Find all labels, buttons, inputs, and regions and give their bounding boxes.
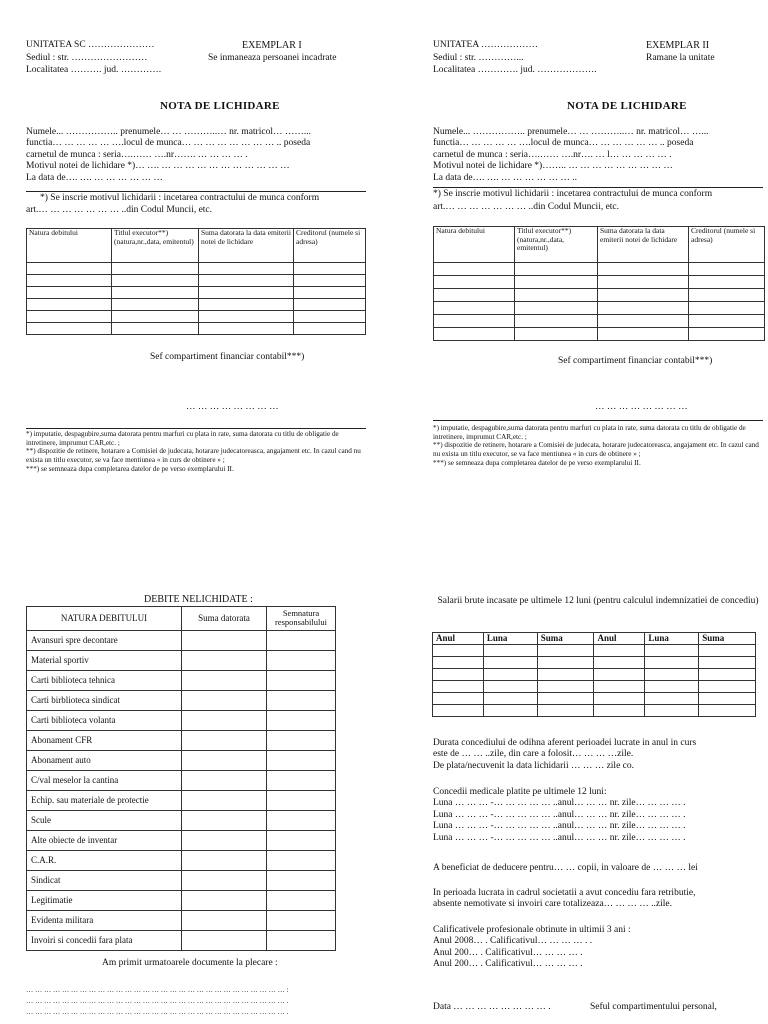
left-note-2: **) dispozitie de retinere, hotarare a Comisiei de judecata, hotarare judecatoreasca, angajament etc. In cazul cand nu exista un titlu executor, se va face mentiunea « in curs de obtinere » ; bbox=[26, 447, 361, 464]
calif-title: Calificativele profesionale obtinute in ultimii 3 ani : bbox=[433, 925, 631, 935]
salarii-cell bbox=[537, 681, 594, 693]
debite-row bbox=[27, 730, 336, 750]
concedii-title: Concedii medicale platite pe ultimele 12 luni: bbox=[433, 787, 607, 797]
debite-row-semnatura bbox=[267, 870, 336, 890]
debite-th-semnatura: Semnatura responsabilului bbox=[267, 607, 336, 631]
salarii-th: Anul bbox=[594, 633, 645, 645]
right-exemplar-note: Ramane la unitate bbox=[646, 53, 715, 63]
right-th-creditor: Creditorul (numele si adresa) bbox=[689, 227, 765, 263]
salarii-th: Anul bbox=[433, 633, 484, 645]
left-info-block bbox=[26, 127, 366, 184]
right-note-3: ***) se semneaza dupa completarea datelor de pe verso exemplarului II. bbox=[433, 458, 641, 467]
salarii-row bbox=[433, 645, 756, 657]
debite-row bbox=[27, 930, 336, 950]
right-line-motivul: Motivul notei de lichidare *)…….. … … … … … … … … … bbox=[433, 161, 673, 172]
salarii-title: Salarii brute incasate pe ultimele 12 luni (pentru calculul indemnizatiei de concediu) bbox=[437, 596, 759, 606]
right-footnote-inscrie: *) Se inscrie motivul lichidarii : incetarea contractului de munca conform bbox=[433, 189, 713, 199]
debite-row-suma bbox=[182, 630, 267, 650]
debite-row-semnatura bbox=[267, 890, 336, 910]
debite-row bbox=[27, 850, 336, 870]
durata-line-1: Durata concediului de odihna aferent perioadei lucrate in anul in curs bbox=[433, 738, 697, 748]
debite-row-semnatura bbox=[267, 850, 336, 870]
debite-row-semnatura bbox=[267, 730, 336, 750]
concedii-line-1: Luna … … … -… … … … … ..anul… … … nr. zile… … … … . bbox=[433, 798, 686, 809]
debite-row-label: Evidenta militara bbox=[27, 910, 182, 930]
salarii-cell bbox=[537, 693, 594, 705]
right-line-data: La data de…. …. … … … … … … .. bbox=[433, 172, 578, 183]
documente-lines bbox=[26, 985, 289, 1018]
debite-row-label: Carti birblioteca sindicat bbox=[27, 690, 182, 710]
right-note-1: *) imputatie, despagubire,suma datorata pentru marfuri cu plata in rate, suma datorata cu titlu de obligatie de intretinere, imprumut CAR,etc. ; bbox=[433, 424, 746, 441]
durata-block bbox=[433, 738, 696, 772]
documente-line-3: … … … … … … … … … … … … … … … … … … … … … … … … … … … … … . bbox=[26, 1008, 289, 1017]
salarii-cell bbox=[699, 657, 756, 669]
left-unitate: UNITATEA SC ………………… bbox=[26, 40, 155, 50]
debite-title: DEBITE NELICHIDATE : bbox=[144, 594, 253, 605]
salarii-th: Luna bbox=[645, 633, 699, 645]
left-footnote-inscrie: *) Se inscrie motivul lichidarii : incetarea contractului de munca conform bbox=[40, 193, 320, 203]
salarii-cell bbox=[699, 693, 756, 705]
debite-row-semnatura bbox=[267, 790, 336, 810]
salarii-cell bbox=[699, 681, 756, 693]
salarii-cell bbox=[537, 705, 594, 717]
right-signature-dots: … … … … … … … … bbox=[595, 402, 688, 412]
left-line-numele: Numele... …………….. prenumele… … ………..… nr. matricol… ……... bbox=[26, 127, 311, 137]
salarii-cell bbox=[433, 681, 484, 693]
salarii-cell bbox=[594, 705, 645, 717]
right-line-numele: Numele... …………….. prenumele… … ………..… nr. matricol… …... bbox=[433, 127, 709, 137]
left-debt-table bbox=[26, 228, 366, 335]
debite-row-label: Material sportiv bbox=[27, 650, 182, 670]
salarii-cell bbox=[483, 657, 537, 669]
debite-row-suma bbox=[182, 790, 267, 810]
debite-row-semnatura bbox=[267, 750, 336, 770]
salarii-cell bbox=[699, 705, 756, 717]
left-th-natura: Natura debitului bbox=[27, 229, 112, 263]
salarii-cell bbox=[699, 669, 756, 681]
debite-th-natura: NATURA DEBITULUI bbox=[27, 607, 182, 631]
concedii-line-3: Luna … … … -… … … … … ..anul… … … nr. zile… … … … . bbox=[433, 821, 686, 832]
salarii-cell bbox=[483, 681, 537, 693]
debite-row bbox=[27, 770, 336, 790]
salarii-cell bbox=[537, 657, 594, 669]
data-line: Data … … … … … … … … . bbox=[433, 1002, 551, 1012]
debite-row-suma bbox=[182, 850, 267, 870]
salarii-cell bbox=[537, 645, 594, 657]
debite-row-suma bbox=[182, 730, 267, 750]
salarii-cell bbox=[483, 669, 537, 681]
debite-row-label: Carti biblioteca volanta bbox=[27, 710, 182, 730]
salarii-cell bbox=[645, 681, 699, 693]
right-title: NOTA DE LICHIDARE bbox=[567, 100, 687, 112]
left-th-titlul: Titlul executor**) (natura,nr.,data, emitentul) bbox=[112, 229, 199, 263]
calif-line-3: Anul 200… . Calificativul… … … … . bbox=[433, 959, 583, 970]
debite-row-label: Avansuri spre decontare bbox=[27, 630, 182, 650]
debite-row-semnatura bbox=[267, 710, 336, 730]
debite-row bbox=[27, 810, 336, 830]
right-localitatea: Localitatea …………. jud. ………………. bbox=[433, 65, 597, 75]
left-line-carnet: carnetul de munca : seria….…… ….nr……. … … … … . bbox=[26, 149, 248, 160]
salarii-cell bbox=[433, 657, 484, 669]
left-exemplar-note: Se inmaneaza persoanei incadrate bbox=[208, 53, 337, 63]
debite-row-label: Echip. sau materiale de protectie bbox=[27, 790, 182, 810]
debite-row bbox=[27, 710, 336, 730]
right-debt-table bbox=[433, 226, 765, 341]
debite-row-semnatura bbox=[267, 670, 336, 690]
salarii-cell bbox=[699, 645, 756, 657]
salarii-th: Suma bbox=[699, 633, 756, 645]
left-th-suma: Suma datorata la data emiterii notei de lichidare bbox=[199, 229, 294, 263]
right-footnote-art: art.… … … … … … … ..din Codul Muncii, etc. bbox=[433, 202, 620, 212]
salarii-cell bbox=[645, 657, 699, 669]
left-line-data: La data de…. …. … … … … … … bbox=[26, 172, 163, 183]
calif-line-2: Anul 200… . Calificativul… … … … . bbox=[433, 947, 583, 958]
debite-row-suma bbox=[182, 910, 267, 930]
right-exemplar: EXEMPLAR II bbox=[646, 40, 710, 51]
debite-row bbox=[27, 890, 336, 910]
salarii-cell bbox=[645, 645, 699, 657]
concedii-line-2: Luna … … … -… … … … … ..anul… … … nr. zile… … … … . bbox=[433, 809, 686, 820]
debite-row bbox=[27, 630, 336, 650]
debite-row bbox=[27, 910, 336, 930]
debite-row-semnatura bbox=[267, 830, 336, 850]
left-th-creditor: Creditorul (numele si adresa) bbox=[294, 229, 366, 263]
salarii-table bbox=[432, 632, 756, 717]
left-footnote-art: art.… … … … … … … ..din Codul Muncii, etc. bbox=[26, 205, 213, 215]
debite-row bbox=[27, 870, 336, 890]
debite-row-label: Abonament CFR bbox=[27, 730, 182, 750]
debite-row-suma bbox=[182, 890, 267, 910]
debite-row-semnatura bbox=[267, 690, 336, 710]
debite-row bbox=[27, 690, 336, 710]
debite-th-suma: Suma datorata bbox=[182, 607, 267, 631]
left-sef: Sef compartiment financiar contabil***) bbox=[150, 352, 305, 362]
debite-row bbox=[27, 830, 336, 850]
salarii-cell bbox=[537, 669, 594, 681]
durata-line-3: De plata/necuvenit la data lichidarii … … … zile co. bbox=[433, 760, 635, 771]
debite-row-suma bbox=[182, 650, 267, 670]
left-note-1: *) imputatie, despagubire,suma datorata pentru marfuri cu plata in rate, suma datorata cu titlu de obligatie de intretinere, imprumut CAR,etc. ; bbox=[26, 430, 339, 447]
debite-row-semnatura bbox=[267, 930, 336, 950]
debite-row-suma bbox=[182, 670, 267, 690]
right-line-carnet: carnetul de munca : seria….…… ….nr…. … l… … … … … . bbox=[433, 149, 672, 160]
salarii-cell bbox=[594, 669, 645, 681]
left-notes bbox=[26, 430, 361, 473]
left-signature-dots: … … … … … … … … bbox=[186, 402, 279, 412]
left-line-motivul: Motivul notei de lichidare *)… …. … … … … … … … … … … … bbox=[26, 161, 290, 172]
right-th-natura: Natura debitului bbox=[434, 227, 515, 263]
debite-row-label: Abonament auto bbox=[27, 750, 182, 770]
salarii-cell bbox=[594, 645, 645, 657]
salarii-cell bbox=[594, 693, 645, 705]
documente-label: Am primit urmatoarele documente la plecare : bbox=[102, 958, 278, 968]
debite-row-semnatura bbox=[267, 650, 336, 670]
debite-row-suma bbox=[182, 830, 267, 850]
debite-row-suma bbox=[182, 770, 267, 790]
debite-row bbox=[27, 790, 336, 810]
durata-line-2: este de … … ..zile, din care a folosit… … … …zile. bbox=[433, 749, 634, 760]
right-th-suma: Suma datorata la data emiterii notei de lichidare bbox=[598, 227, 689, 263]
debite-row-suma bbox=[182, 690, 267, 710]
right-notes bbox=[433, 424, 763, 467]
sef-personal: Seful compartimentului personal, bbox=[590, 1002, 717, 1012]
debite-row-label: C/val meselor la cantina bbox=[27, 770, 182, 790]
salarii-cell bbox=[483, 645, 537, 657]
deducere: A beneficiat de deducere pentru… … copii, in valoare de … … … lei bbox=[433, 863, 698, 873]
salarii-cell bbox=[483, 705, 537, 717]
right-sef: Sef compartiment financiar contabil***) bbox=[558, 356, 713, 366]
left-note-3: ***) se semneaza dupa completarea datelor de pe verso exemplarului II. bbox=[26, 464, 234, 473]
salarii-row bbox=[433, 669, 756, 681]
salarii-cell bbox=[433, 669, 484, 681]
calificative-block bbox=[433, 925, 631, 971]
right-th-titlul: Titlul executor**) (natura,nr.,data, emitentul) bbox=[515, 227, 598, 263]
salarii-cell bbox=[433, 645, 484, 657]
salarii-row bbox=[433, 681, 756, 693]
perioada-block bbox=[433, 888, 695, 911]
salarii-cell bbox=[645, 705, 699, 717]
right-unitate: UNITATEA ……………… bbox=[433, 40, 539, 50]
salarii-row bbox=[433, 705, 756, 717]
debite-row-label: Carti biblioteca tehnica bbox=[27, 670, 182, 690]
left-exemplar: EXEMPLAR I bbox=[242, 40, 302, 51]
debite-row-suma bbox=[182, 930, 267, 950]
debite-row-suma bbox=[182, 750, 267, 770]
calif-line-1: Anul 2008… . Calificativul… … … … . . bbox=[433, 936, 593, 947]
debite-row bbox=[27, 670, 336, 690]
debite-row-label: Alte obiecte de inventar bbox=[27, 830, 182, 850]
salarii-cell bbox=[594, 681, 645, 693]
right-line-functia: functia… … … … … ….locul de munca… … … … … … .. poseda bbox=[433, 138, 694, 149]
salarii-cell bbox=[433, 693, 484, 705]
documente-line-2: … … … … … … … … … … … … … … … … … … … … … … … … … … … … … . bbox=[26, 997, 289, 1006]
salarii-cell bbox=[645, 693, 699, 705]
documente-line-1: … … … … … … … … … … … … … … … … … … … … … … … … … … … … … : bbox=[26, 986, 289, 994]
debite-table bbox=[26, 606, 336, 951]
salarii-cell bbox=[483, 693, 537, 705]
concedii-line-4: Luna … … … -… … … … … ..anul… … … nr. zile… … … … . bbox=[433, 832, 686, 843]
debite-row bbox=[27, 650, 336, 670]
debite-row-suma bbox=[182, 810, 267, 830]
debite-row-label: C.A.R. bbox=[27, 850, 182, 870]
salarii-row bbox=[433, 657, 756, 669]
debite-row-label: Invoiri si concedii fara plata bbox=[27, 930, 182, 950]
left-title: NOTA DE LICHIDARE bbox=[160, 100, 280, 112]
debite-row-label: Legitimatie bbox=[27, 890, 182, 910]
right-info-block bbox=[433, 127, 763, 184]
concedii-block bbox=[433, 787, 686, 844]
debite-row-suma bbox=[182, 710, 267, 730]
debite-row-semnatura bbox=[267, 810, 336, 830]
salarii-cell bbox=[594, 657, 645, 669]
debite-row-semnatura bbox=[267, 910, 336, 930]
salarii-cell bbox=[645, 669, 699, 681]
debite-row-label: Sindicat bbox=[27, 870, 182, 890]
perioada-line-2: absente nemotivate si invoiri care totalizeaza… … … … ..zile. bbox=[433, 899, 672, 910]
debite-row bbox=[27, 750, 336, 770]
left-line-functia: functia… … … … … ….locul de munca… … … … … … … … .. poseda bbox=[26, 138, 311, 149]
right-sediul: Sediul : str. …………... bbox=[433, 53, 524, 63]
perioada-line-1: In perioada lucrata in cadrul societatii a avut concediu fara retributie, bbox=[433, 888, 696, 898]
left-sediul: Sediul : str. …………………… bbox=[26, 53, 148, 63]
debite-row-semnatura bbox=[267, 770, 336, 790]
debite-row-semnatura bbox=[267, 630, 336, 650]
left-localitatea: Localitatea ………. jud. …………. bbox=[26, 65, 162, 75]
salarii-cell bbox=[433, 705, 484, 717]
debite-row-label: Scule bbox=[27, 810, 182, 830]
salarii-row bbox=[433, 693, 756, 705]
salarii-th: Suma bbox=[537, 633, 594, 645]
salarii-th: Luna bbox=[483, 633, 537, 645]
debite-row-suma bbox=[182, 870, 267, 890]
right-note-2: **) dispozitie de retinere, hotarare a Comisiei de judecata, hotarare judecatoreasca, angajament etc. In cazul cand nu exista un titlu executor, se va face mentiunea « in curs de obtinere » ; bbox=[433, 441, 759, 458]
